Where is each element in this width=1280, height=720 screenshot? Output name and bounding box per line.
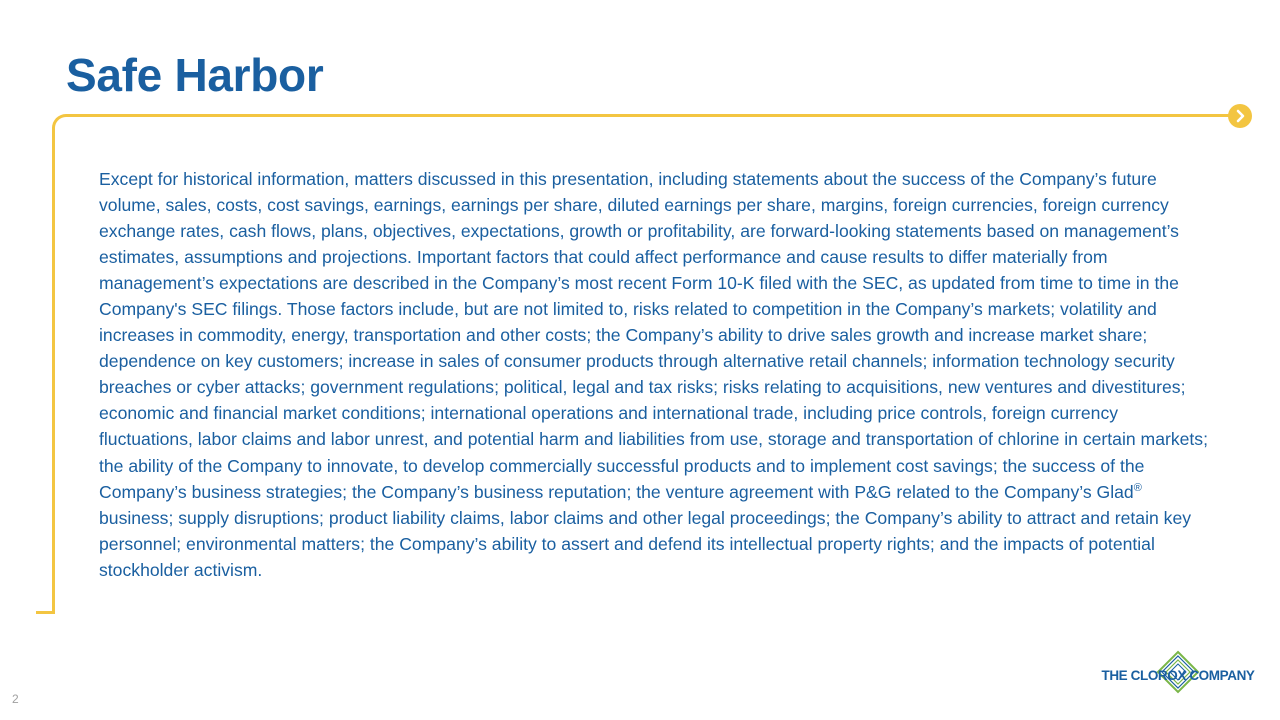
registered-mark: ®: [1133, 481, 1142, 494]
frame-bottom-tick: [36, 611, 55, 614]
next-slide-button[interactable]: [1228, 104, 1252, 128]
clorox-logo: [1096, 650, 1260, 694]
clorox-logo-text: THE CLOROX COMPANY: [1101, 668, 1255, 683]
safe-harbor-statement: [99, 166, 1209, 583]
statement-text-part2: business; supply disruptions; product liability claims, labor claims and other legal proceedings; the Company’s ability to attract and retain key personnel; environmental matters; the Company’s ability to assert and defend its intellectual property rights; and the impacts of potential stockholder activism.: [99, 507, 1192, 580]
statement-text-part1: Except for historical information, matters discussed in this presentation, including statements about the success of the Company’s future volume, sales, costs, cost savings, earnings, earnings per share, diluted earnings per share, margins, foreign currencies, foreign currency exchange rates, cash flows, plans, objectives, expectations, growth or profitability, are forward-looking statements based on management’s estimates, assumptions and projections. Important factors that could affect performance and cause results to differ materially from management’s expectations are described in the Company’s most recent Form 10-K filed with the SEC, as updated from time to time in the Company's SEC filings. Those factors include, but are not limited to, risks related to competition in the Company’s markets; volatility and increases in commodity, energy, transportation and other costs; the Company’s ability to drive sales growth and increase market share; dependence on key customers; increase in sales of consumer products through alternative retail channels; information technology security breaches or cyber attacks; government regulations; political, legal and tax risks; risks relating to acquisitions, new ventures and divestitures; economic and financial market conditions; international operations and international trade, including price controls, foreign currency fluctuations, labor claims and labor unrest, and potential harm and liabilities from use, storage and transportation of chlorine in certain markets; the ability of the Company to innovate, to develop commercially successful products and to implement cost savings; the success of the Company’s business strategies; the Company’s business reputation; the venture agreement with P&G related to the Company’s Glad: [99, 169, 1208, 502]
chevron-right-icon: [1233, 109, 1247, 123]
page-number: 2: [12, 692, 19, 706]
slide-title: Safe Harbor: [66, 49, 324, 101]
